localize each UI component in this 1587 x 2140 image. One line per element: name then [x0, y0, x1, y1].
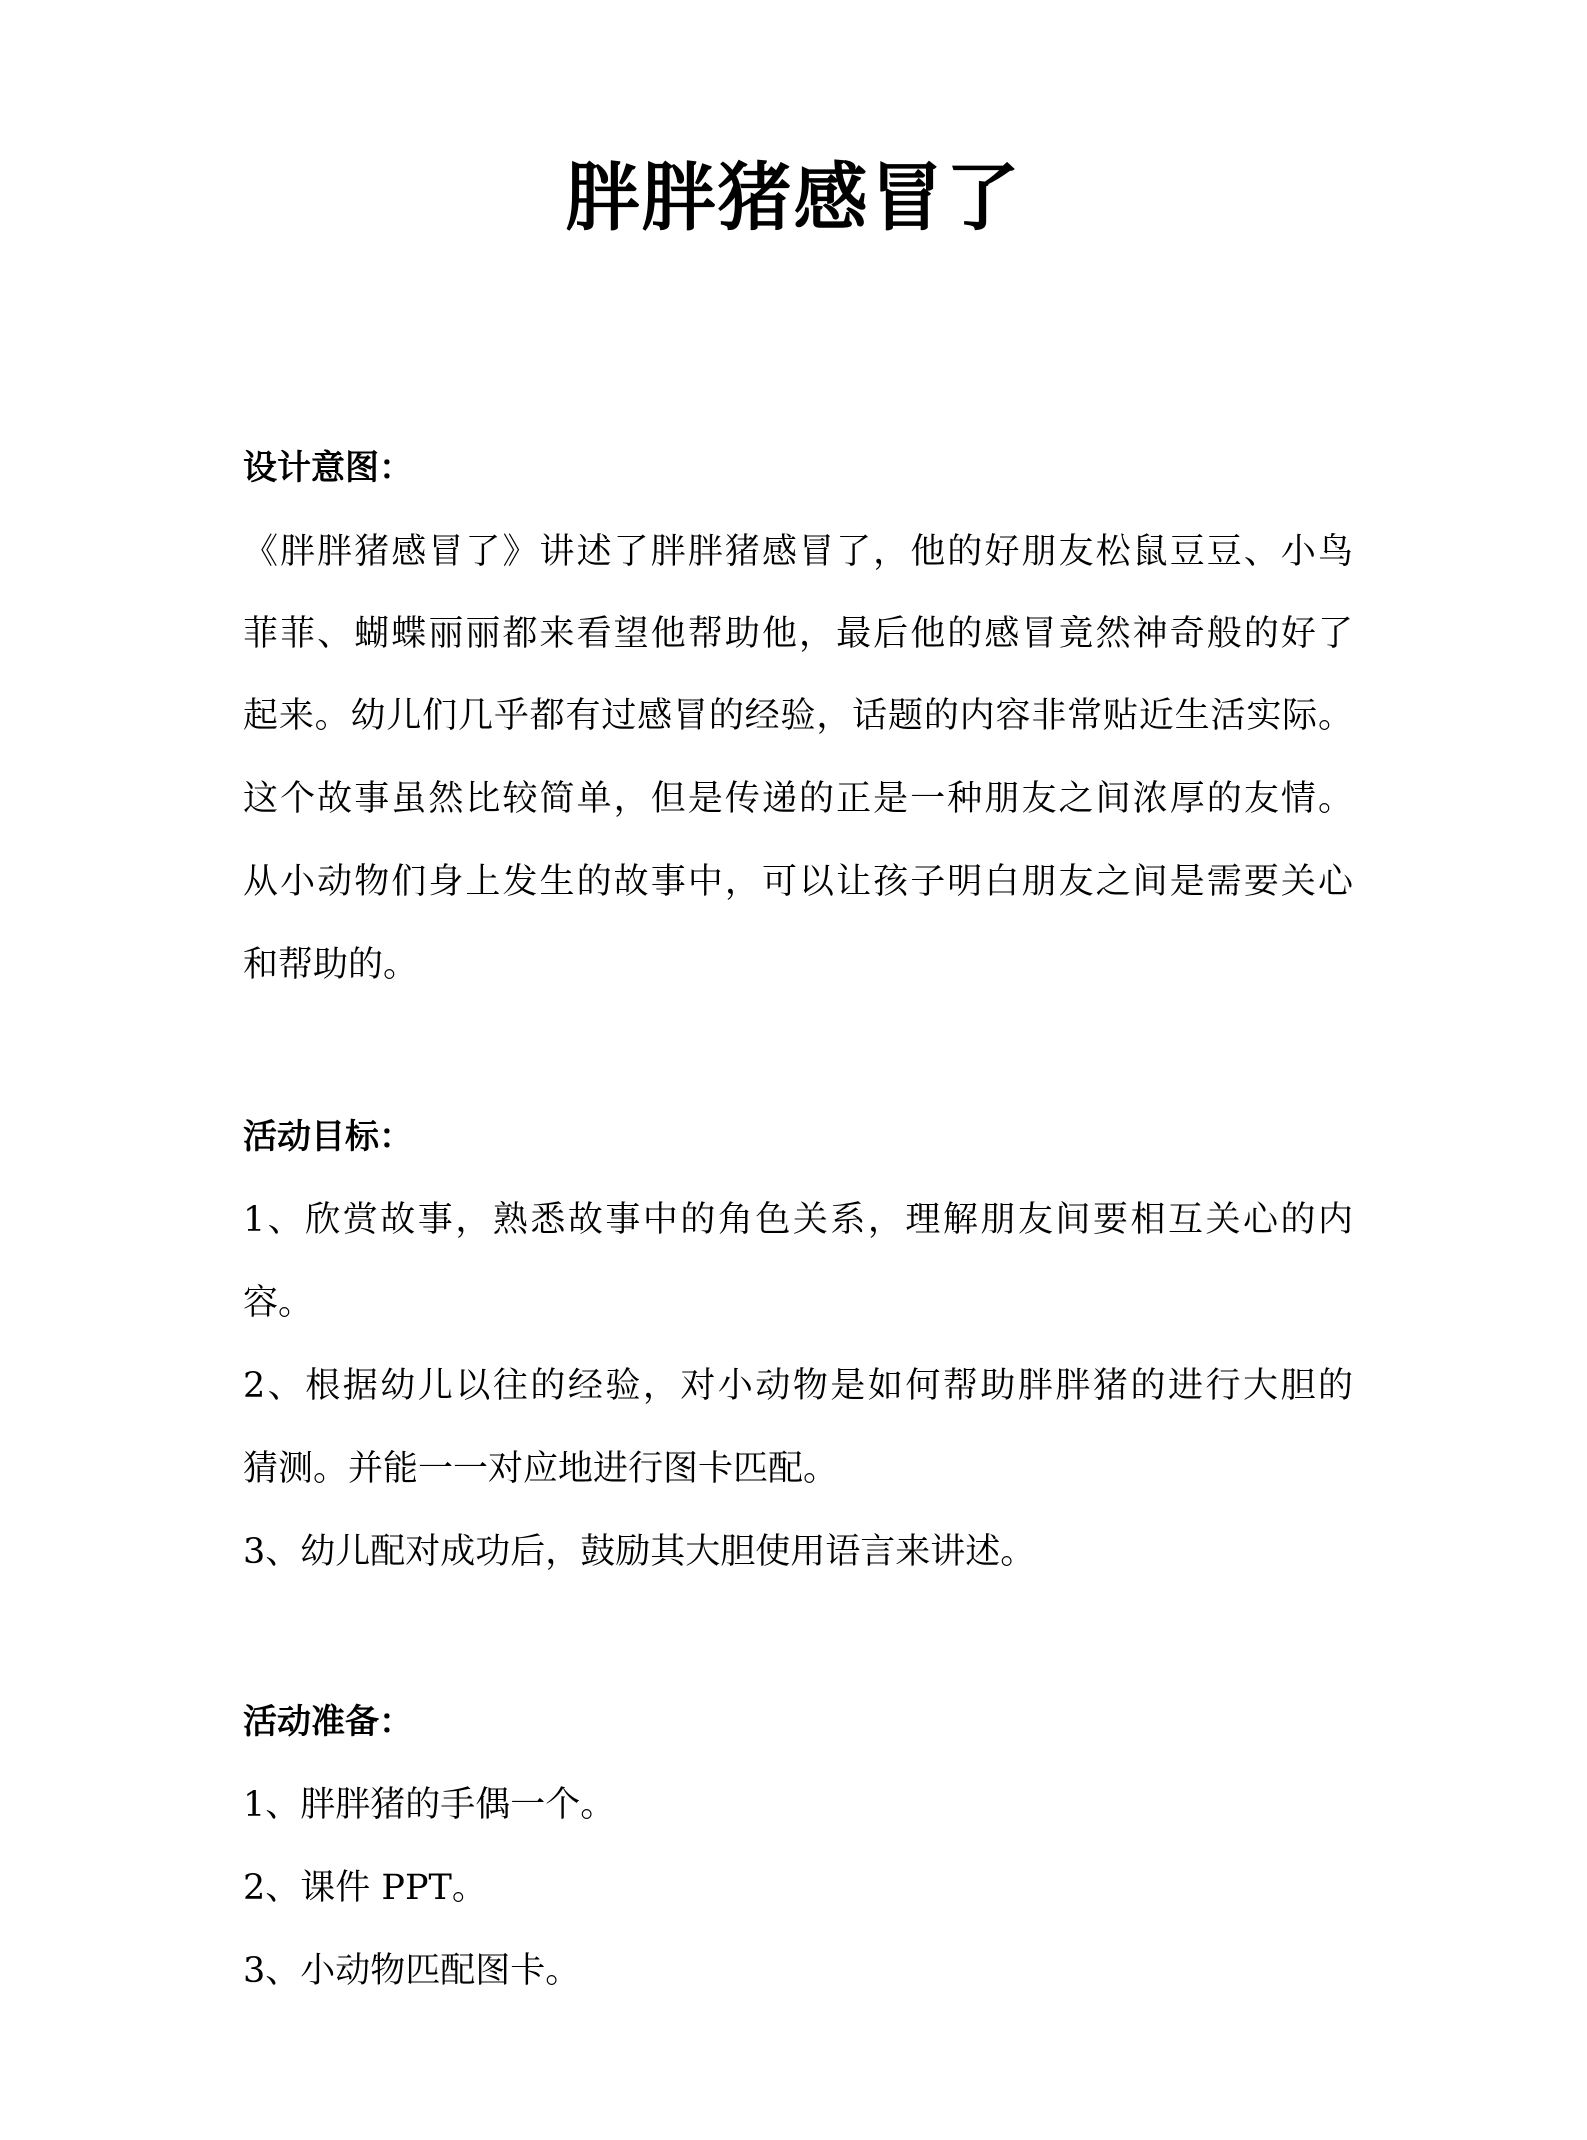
list-item-line: 1、胖胖猪的手偶一个。: [243, 1785, 616, 1825]
document-title: 胖胖猪感冒了: [565, 155, 1022, 241]
section-heading-activity-goals: 活动目标：: [243, 1117, 413, 1157]
paragraph-line: 《胖胖猪感冒了》讲述了胖胖猪感冒了，他的好朋友松鼠豆豆、小鸟: [243, 532, 1353, 572]
section-heading-design-intent: 设计意图：: [243, 448, 413, 488]
list-item-line: 3、小动物匹配图卡。: [243, 1951, 581, 1991]
paragraph-line: 这个故事虽然比较简单，但是传递的正是一种朋友之间浓厚的友情。: [243, 779, 1353, 819]
list-item-line: 2、课件 PPT。: [243, 1868, 487, 1908]
list-item-line: 1、欣赏故事，熟悉故事中的角色关系，理解朋友间要相互关心的内: [243, 1200, 1353, 1240]
paragraph-line: 起来。幼儿们几乎都有过感冒的经验，话题的内容非常贴近生活实际。: [243, 696, 1353, 736]
list-item-line: 容。: [243, 1283, 314, 1323]
paragraph-line: 和帮助的。: [243, 945, 419, 985]
list-item-line: 3、幼儿配对成功后，鼓励其大胆使用语言来讲述。: [243, 1532, 1036, 1572]
list-item-line: 2、根据幼儿以往的经验，对小动物是如何帮助胖胖猪的进行大胆的: [243, 1366, 1353, 1406]
section-heading-activity-preparation: 活动准备：: [243, 1702, 413, 1742]
list-item-line: 猜测。并能一一对应地进行图卡匹配。: [243, 1449, 839, 1489]
paragraph-line: 菲菲、蝴蝶丽丽都来看望他帮助他，最后他的感冒竟然神奇般的好了: [243, 614, 1353, 654]
paragraph-line: 从小动物们身上发生的故事中，可以让孩子明白朋友之间是需要关心: [243, 862, 1353, 902]
